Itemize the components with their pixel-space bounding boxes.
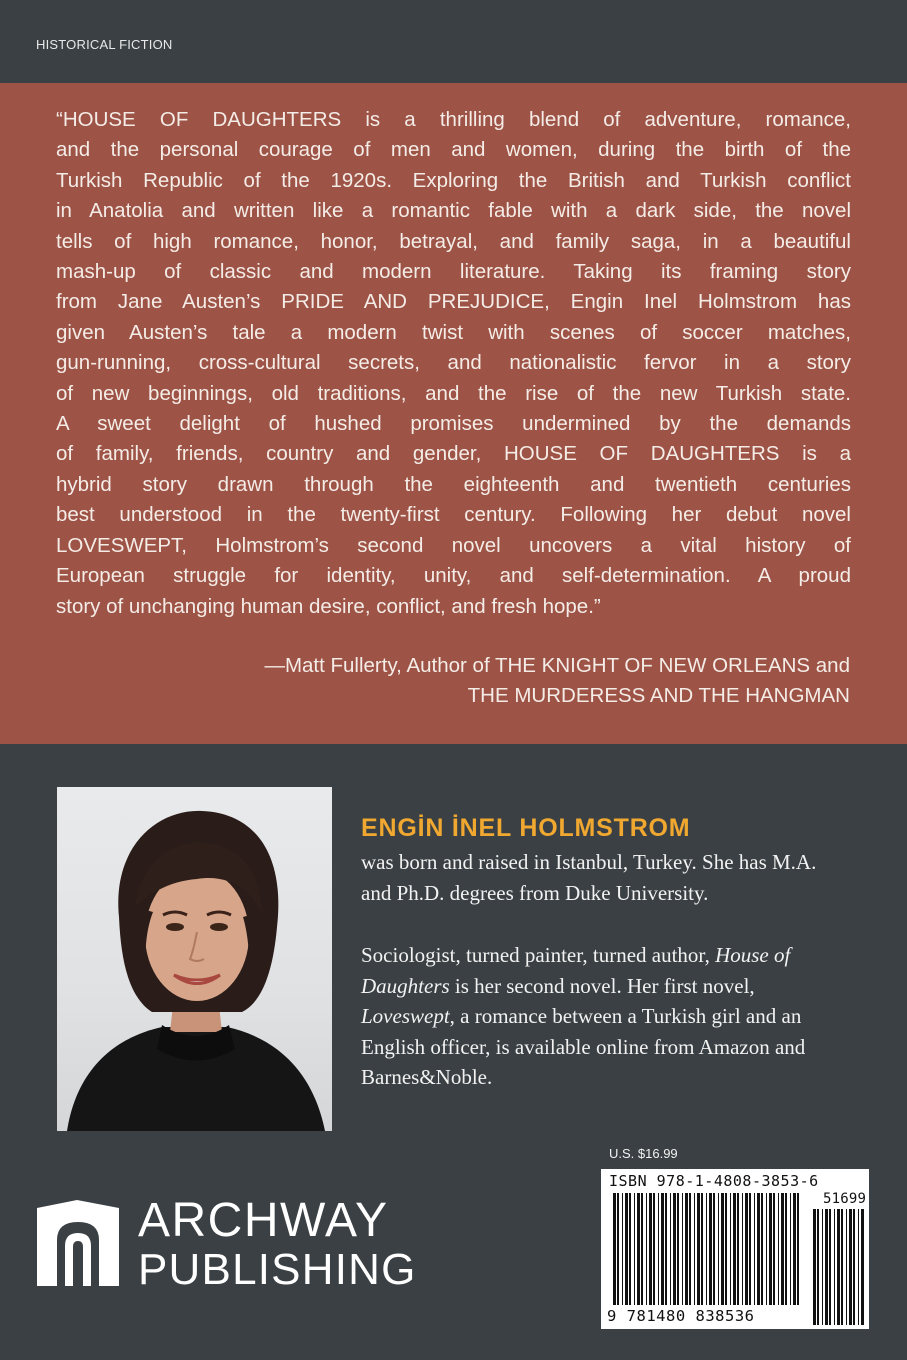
price-label: U.S. $16.99 (609, 1146, 678, 1161)
quote-line: from Jane Austen’s PRIDE AND PREJUDICE, Engin Inel Holmstrom has (56, 290, 851, 314)
author-photo (57, 787, 332, 1131)
quote-line: hybrid story drawn through the eighteenth and twentieth centuries (56, 472, 851, 496)
ean-number: 9 781480 838536 (607, 1307, 755, 1325)
bio-text: is her second novel. Her first novel, (449, 973, 755, 998)
attribution-line: —Matt Fullerty, Author of THE KNIGHT OF NEW ORLEANS and (264, 654, 850, 677)
barcode-bars (601, 1169, 869, 1329)
quote-line: of new beginnings, old traditions, and the rise of the new Turkish state. (56, 381, 851, 405)
publisher-name: ARCHWAY (138, 1194, 389, 1247)
quote-line: mash-up of classic and modern literature. Taking its framing story (56, 260, 851, 284)
quote-line: of family, friends, country and gender, HOUSE OF DAUGHTERS is a (56, 442, 851, 466)
genre-label: HISTORICAL FICTION (36, 37, 173, 52)
isbn-text: ISBN 978-1-4808-3853-6 (609, 1172, 819, 1190)
review-quote (56, 105, 851, 622)
bio-text: Sociologist, turned painter, turned author, (361, 943, 716, 967)
quote-line: tells of high romance, honor, betrayal, and family saga, in a beautiful (56, 229, 851, 253)
book-title: Loveswept (361, 1004, 450, 1028)
book-title: House of Daughters (361, 943, 791, 998)
publisher-name: PUBLISHING (138, 1245, 417, 1294)
quote-line: best understood in the twenty-first century. Following her debut novel (56, 503, 851, 527)
quote-attribution (264, 651, 850, 712)
author-bio: was born and raised in Istanbul, Turkey. She has M.A. and Ph.D. degrees from Duke University. (361, 850, 817, 905)
attribution-line: THE MURDERESS AND THE HANGMAN (467, 684, 850, 708)
quote-line: LOVESWEPT, Holmstrom’s second novel uncovers a vital history of (56, 533, 851, 557)
quote-line: European struggle for identity, unity, and self-determination. A proud (56, 564, 851, 588)
quote-line: story of unchanging human desire, conflict, and fresh hope.” (56, 594, 601, 618)
quote-line: in Anatolia and written like a romantic fable with a dark side, the novel (56, 199, 851, 223)
author-name: ENGİN İNEL HOLMSTROM (361, 814, 691, 842)
book-description (361, 940, 851, 1093)
archway-logo-icon (37, 1200, 119, 1286)
isbn-barcode (601, 1169, 869, 1329)
quote-line: gun-running, cross-cultural secrets, and nationalistic fervor in a story (56, 351, 851, 375)
author-portrait-illustration (57, 787, 332, 1131)
quote-line: “HOUSE OF DAUGHTERS is a thrilling blend of adventure, romance, (56, 108, 851, 131)
quote-line: and the personal courage of men and women, during the birth of the (56, 138, 851, 162)
quote-line: given Austen’s tale a modern twist with scenes of soccer matches, (56, 320, 851, 344)
quote-line: Turkish Republic of the 1920s. Exploring the British and Turkish conflict (56, 168, 851, 192)
bio-text: , a romance between a Turkish girl and an English officer, is available online from Amazon and Barnes&Noble. (361, 1004, 806, 1089)
barcode-addon-number: 51699 (823, 1191, 867, 1207)
quote-line: A sweet delight of hushed promises undermined by the demands (56, 412, 851, 436)
quote-panel (0, 83, 907, 744)
